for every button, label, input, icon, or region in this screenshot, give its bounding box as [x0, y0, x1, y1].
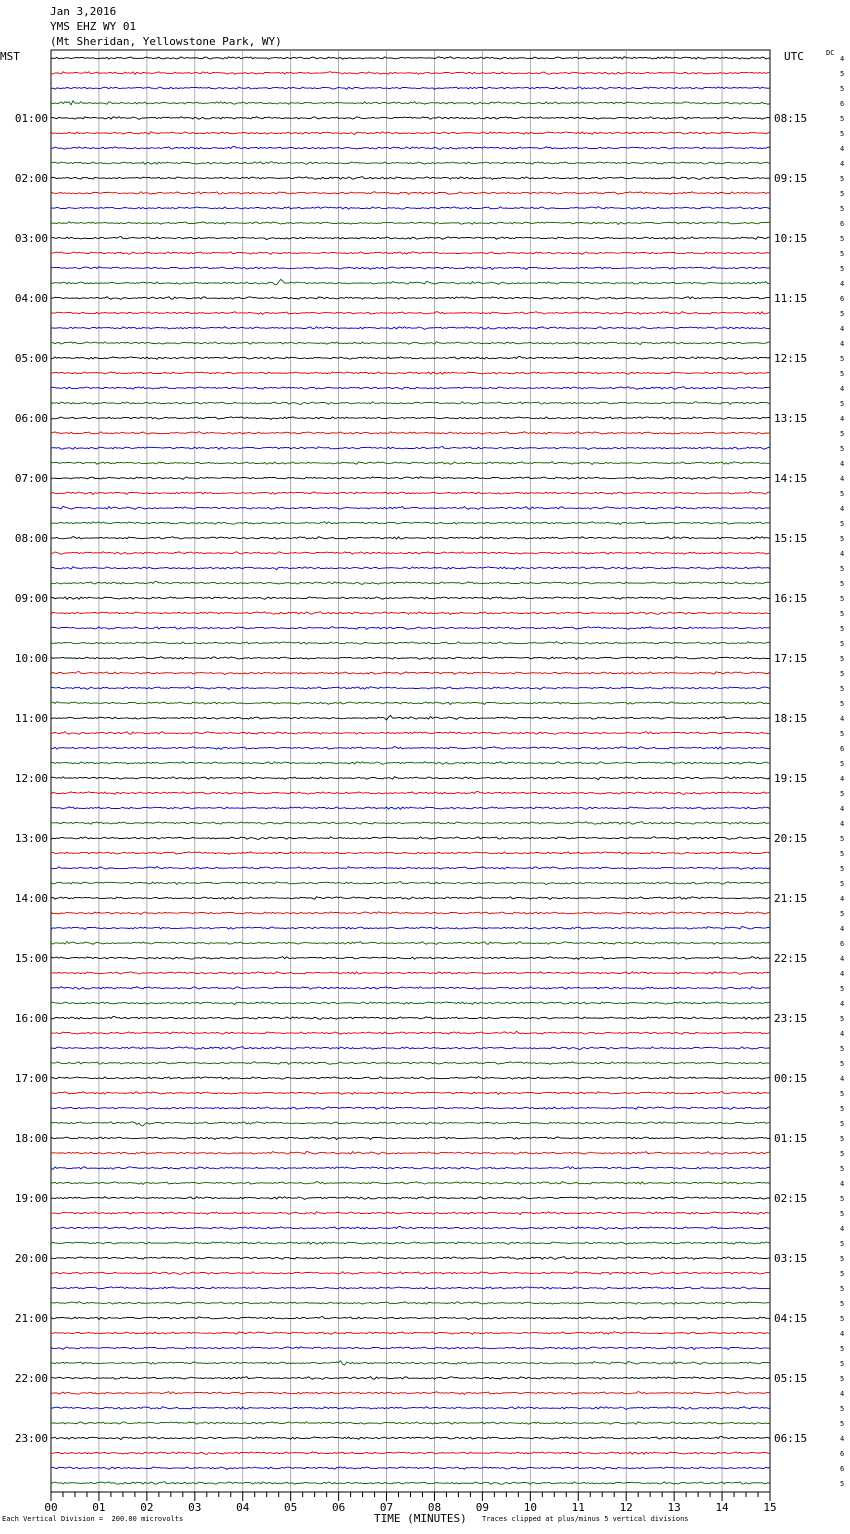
dc-offset-value: 5	[840, 640, 845, 648]
seismic-trace	[51, 297, 770, 300]
seismic-trace	[51, 762, 770, 765]
seismic-trace	[51, 837, 770, 840]
seismic-trace	[51, 867, 770, 870]
seismic-trace	[51, 1332, 770, 1335]
utc-hour-label: 18:15	[774, 712, 808, 725]
dc-offset-value: 4	[840, 970, 845, 978]
dc-offset-value: 4	[840, 955, 845, 963]
seismic-trace	[51, 612, 770, 615]
seismic-trace	[51, 1017, 770, 1020]
dc-offset-value: 4	[840, 460, 845, 468]
seismic-trace	[51, 57, 770, 60]
seismic-trace	[51, 972, 770, 975]
seismic-trace	[51, 267, 770, 270]
dc-offset-value: 5	[840, 610, 845, 618]
x-tick-label: 05	[284, 1501, 298, 1514]
seismic-trace	[51, 447, 770, 450]
dc-offset-value: 4	[840, 820, 845, 828]
dc-offset-value: 5	[840, 700, 845, 708]
seismic-trace	[51, 327, 770, 330]
mst-hour-label: 17:00	[14, 1072, 48, 1085]
dc-offset-value: 4	[840, 715, 845, 723]
x-tick-label: 01	[92, 1501, 106, 1514]
dc-offset-value: 5	[840, 115, 845, 123]
dc-offset-value: 5	[840, 580, 845, 588]
dc-offset-value: 6	[840, 940, 845, 948]
dc-offset-value: 4	[840, 55, 845, 63]
dc-offset-value: 5	[840, 565, 845, 573]
seismic-trace	[51, 357, 770, 360]
seismic-trace	[51, 1062, 770, 1065]
dc-offset-value: 5	[840, 835, 845, 843]
dc-offset-value: 6	[840, 100, 845, 108]
dc-offset-value: 5	[840, 250, 845, 258]
seismic-trace	[51, 627, 770, 630]
seismic-trace	[51, 372, 770, 375]
mst-hour-label: 11:00	[14, 712, 48, 725]
utc-hour-label: 14:15	[774, 472, 808, 485]
trace-group	[51, 57, 770, 1485]
dc-offset-value: 4	[840, 1225, 845, 1233]
dc-offset-value: 5	[840, 1285, 845, 1293]
seismic-trace	[51, 897, 770, 900]
seismic-trace	[51, 777, 770, 780]
dc-offset-value: 5	[840, 1105, 845, 1113]
seismic-trace	[51, 1167, 770, 1170]
dc-offset-value: 5	[840, 595, 845, 603]
dc-offset-value: 5	[840, 1300, 845, 1308]
seismic-trace	[51, 492, 770, 495]
dc-offset-value: 4	[840, 1075, 845, 1083]
dc-offset-value: 5	[840, 625, 845, 633]
seismic-trace	[51, 402, 770, 405]
x-tick-label: 15	[763, 1501, 777, 1514]
x-tick-label: 03	[188, 1501, 202, 1514]
mst-hour-label: 22:00	[14, 1372, 48, 1385]
seismic-trace	[51, 567, 770, 570]
seismic-trace	[51, 192, 770, 195]
seismic-trace	[51, 732, 770, 735]
dc-offset-value: 5	[840, 685, 845, 693]
dc-offset-value: 5	[840, 235, 845, 243]
seismic-trace	[51, 1347, 770, 1350]
mst-hour-label: 20:00	[14, 1252, 48, 1265]
seismic-trace	[51, 942, 770, 945]
dc-offset-value: 5	[840, 85, 845, 93]
utc-hour-label: 15:15	[774, 532, 808, 545]
dc-offset-value: 4	[840, 1180, 845, 1188]
seismic-trace	[51, 552, 770, 555]
x-tick-label: 00	[44, 1501, 58, 1514]
seismic-trace	[51, 1467, 770, 1470]
dc-offset-value: 5	[840, 1120, 845, 1128]
dc-offset-value: 5	[840, 1405, 845, 1413]
utc-hour-label: 17:15	[774, 652, 808, 665]
dc-offset-value: 5	[840, 1420, 845, 1428]
dc-offset-value: 5	[840, 1165, 845, 1173]
seismic-trace	[51, 87, 770, 89]
seismic-trace	[51, 207, 770, 210]
seismic-trace	[51, 1422, 770, 1425]
seismic-trace	[51, 462, 770, 465]
dc-offset-value: 5	[840, 1270, 845, 1278]
seismic-trace	[51, 1047, 770, 1050]
dc-offset-value: 5	[840, 1360, 845, 1368]
x-tick-label: 11	[571, 1501, 585, 1514]
scale-note: Each Vertical Division = 200.00 microvolts	[2, 1515, 184, 1523]
axis-labels	[15, 55, 844, 1514]
dc-offset-value: 5	[840, 190, 845, 198]
seismic-trace	[51, 1137, 770, 1140]
x-tick-label: 07	[379, 1501, 394, 1514]
seismic-trace	[51, 1302, 770, 1305]
seismic-trace	[51, 1122, 770, 1126]
dc-offset-value: 4	[840, 895, 845, 903]
seismic-trace	[51, 926, 770, 929]
seismic-trace	[51, 1257, 770, 1260]
seismic-trace	[51, 1272, 770, 1275]
dc-offset-value: 4	[840, 415, 845, 423]
utc-hour-label: 00:15	[774, 1072, 808, 1085]
seismic-trace	[51, 417, 770, 420]
mst-hour-label: 03:00	[14, 232, 48, 245]
seismic-trace	[51, 1287, 770, 1290]
mst-hour-label: 21:00	[14, 1312, 48, 1325]
mst-hour-label: 06:00	[14, 412, 48, 425]
seismic-trace	[51, 522, 770, 525]
dc-offset-value: 5	[840, 370, 845, 378]
seismic-trace	[51, 1452, 770, 1455]
dc-offset-value: 4	[840, 325, 845, 333]
mst-hour-label: 04:00	[14, 292, 48, 305]
dc-offset-value: 5	[840, 1480, 845, 1488]
seismic-trace	[51, 1212, 770, 1215]
seismic-trace	[51, 506, 770, 509]
x-tick-label: 14	[715, 1501, 729, 1514]
mst-hour-label: 18:00	[14, 1132, 48, 1145]
record-date: Jan 3,2016	[50, 5, 117, 18]
seismic-trace	[51, 597, 770, 600]
utc-hour-label: 05:15	[774, 1372, 808, 1385]
x-tick-label: 13	[667, 1501, 681, 1514]
dc-offset-value: 5	[840, 1345, 845, 1353]
dc-offset-value: 4	[840, 1390, 845, 1398]
seismic-trace	[51, 687, 770, 690]
utc-hour-label: 12:15	[774, 352, 808, 365]
seismic-trace	[51, 1361, 770, 1365]
dc-offset-value: 5	[840, 490, 845, 498]
seismic-trace	[51, 1151, 770, 1154]
dc-offset-value: 4	[840, 385, 845, 393]
seismic-trace	[51, 252, 770, 255]
seismic-trace	[51, 432, 770, 435]
dc-offset-value: 5	[840, 1195, 845, 1203]
dc-offset-value: 4	[840, 280, 845, 288]
dc-offset-value: 5	[840, 1315, 845, 1323]
utc-hour-label: 19:15	[774, 772, 808, 785]
dc-offset-value: 5	[840, 985, 845, 993]
dc-offset-value: 4	[840, 805, 845, 813]
seismic-trace	[51, 792, 770, 795]
seismic-trace	[51, 1197, 770, 1200]
mst-hour-label: 05:00	[14, 352, 48, 365]
dc-offset-value: 6	[840, 220, 845, 228]
mst-hour-label: 07:00	[14, 472, 48, 485]
right-timezone-label: UTC	[784, 50, 804, 63]
dc-offset-value: 5	[840, 355, 845, 363]
mst-hour-label: 15:00	[14, 952, 48, 965]
mst-hour-label: 16:00	[14, 1012, 48, 1025]
dc-offset-value: 5	[840, 400, 845, 408]
dc-offset-value: 5	[840, 730, 845, 738]
dc-offset-value: 5	[840, 520, 845, 528]
seismic-trace	[51, 912, 770, 915]
dc-offset-value: 5	[840, 430, 845, 438]
dc-offset-value: 5	[840, 760, 845, 768]
seismic-trace	[51, 582, 770, 585]
seismic-trace	[51, 342, 770, 345]
seismic-trace	[51, 852, 770, 855]
utc-hour-label: 20:15	[774, 832, 808, 845]
dc-offset-value: 4	[840, 475, 845, 483]
seismic-trace	[51, 117, 770, 120]
dc-offset-value: 4	[840, 550, 845, 558]
dc-offset-value: 6	[840, 1450, 845, 1458]
dc-offset-value: 4	[840, 340, 845, 348]
mst-hour-label: 14:00	[14, 892, 48, 905]
dc-offset-value: 4	[840, 1000, 845, 1008]
seismic-trace	[51, 237, 770, 240]
seismic-trace	[51, 987, 770, 990]
mst-hour-label: 19:00	[14, 1192, 48, 1205]
dc-offset-value: 5	[840, 850, 845, 858]
utc-hour-label: 11:15	[774, 292, 808, 305]
dc-offset-value: 4	[840, 1435, 845, 1443]
mst-hour-label: 23:00	[14, 1432, 48, 1445]
seismic-trace	[51, 702, 770, 705]
dc-offset-value: 5	[840, 655, 845, 663]
mst-hour-label: 01:00	[14, 112, 48, 125]
dc-offset-value: 5	[840, 1090, 845, 1098]
seismic-trace	[51, 132, 770, 135]
dc-offset-value: 4	[840, 1030, 845, 1038]
x-tick-label: 02	[140, 1501, 154, 1514]
plot-frame	[51, 50, 770, 1492]
utc-hour-label: 04:15	[774, 1312, 808, 1325]
seismic-trace	[51, 222, 770, 225]
dc-offset-value: 5	[840, 1015, 845, 1023]
seismic-trace	[51, 1031, 770, 1034]
seismic-trace	[51, 147, 770, 150]
dc-offset-value: 5	[840, 175, 845, 183]
seismic-trace	[51, 1482, 770, 1485]
seismic-trace	[51, 312, 770, 315]
dc-offset-value: 4	[840, 145, 845, 153]
seismic-trace	[51, 72, 770, 75]
seismic-trace	[51, 1092, 770, 1095]
left-timezone-label: MST	[0, 50, 20, 63]
dc-offset-value: 5	[840, 790, 845, 798]
dc-offset-value: 5	[840, 910, 845, 918]
clip-note: Traces clipped at plus/minus 5 vertical divisions	[482, 1515, 689, 1523]
dc-column-title: DC	[826, 49, 835, 57]
dc-offset-value: 5	[840, 1060, 845, 1068]
mst-hour-label: 02:00	[14, 172, 48, 185]
dc-offset-value: 4	[840, 775, 845, 783]
utc-hour-label: 22:15	[774, 952, 808, 965]
seismic-trace	[51, 177, 770, 180]
dc-offset-value: 5	[840, 535, 845, 543]
utc-hour-label: 06:15	[774, 1432, 808, 1445]
dc-offset-value: 5	[840, 130, 845, 138]
dc-offset-value: 5	[840, 1210, 845, 1218]
dc-offset-value: 5	[840, 1045, 845, 1053]
utc-hour-label: 16:15	[774, 592, 808, 605]
seismic-trace	[51, 807, 770, 810]
seismic-trace	[51, 882, 770, 885]
dc-offset-value: 5	[840, 205, 845, 213]
seismic-trace	[51, 1227, 770, 1230]
seismic-trace	[51, 101, 770, 105]
dc-offset-value: 4	[840, 160, 845, 168]
seismic-trace	[51, 672, 770, 675]
x-tick-label: 09	[475, 1501, 490, 1514]
utc-hour-label: 01:15	[774, 1132, 808, 1145]
dc-offset-value: 5	[840, 1240, 845, 1248]
utc-hour-label: 02:15	[774, 1192, 808, 1205]
dc-offset-value: 6	[840, 295, 845, 303]
seismic-trace	[51, 657, 770, 660]
seismic-trace	[51, 477, 770, 480]
dc-offset-value: 5	[840, 265, 845, 273]
dc-offset-value: 5	[840, 1150, 845, 1158]
dc-offset-value: 4	[840, 505, 845, 513]
seismic-trace	[51, 715, 770, 720]
dc-offset-value: 5	[840, 445, 845, 453]
utc-hour-label: 03:15	[774, 1252, 808, 1265]
seismic-trace	[51, 747, 770, 750]
dc-offset-value: 5	[840, 1255, 845, 1263]
mst-hour-label: 08:00	[14, 532, 48, 545]
x-axis-label: TIME (MINUTES)	[374, 1512, 467, 1525]
utc-hour-label: 21:15	[774, 892, 808, 905]
dc-offset-value: 5	[840, 1375, 845, 1383]
utc-hour-label: 10:15	[774, 232, 808, 245]
seismic-trace	[51, 279, 770, 284]
dc-offset-value: 6	[840, 745, 845, 753]
x-tick-label: 06	[331, 1501, 346, 1514]
mst-hour-label: 13:00	[14, 832, 48, 845]
utc-hour-label: 23:15	[774, 1012, 808, 1025]
seismic-trace	[51, 1107, 770, 1110]
seismic-trace	[51, 1317, 770, 1320]
utc-hour-label: 08:15	[774, 112, 808, 125]
dc-offset-value: 6	[840, 1465, 845, 1473]
dc-offset-value: 5	[840, 310, 845, 318]
station-code: YMS EHZ WY 01	[50, 20, 137, 33]
seismic-trace	[51, 1077, 770, 1080]
x-tick-label: 08	[427, 1501, 442, 1514]
seismic-trace	[51, 642, 770, 645]
x-tick-label: 04	[236, 1501, 250, 1514]
dc-offset-value: 4	[840, 1330, 845, 1338]
seismic-trace	[51, 1242, 770, 1245]
seismic-trace	[51, 822, 770, 825]
dc-offset-value: 5	[840, 1135, 845, 1143]
seismic-trace	[51, 1002, 770, 1005]
x-tick-label: 12	[619, 1501, 633, 1514]
dc-offset-value: 5	[840, 70, 845, 78]
seismic-trace	[51, 1437, 770, 1440]
dc-offset-value: 5	[840, 670, 845, 678]
station-location: (Mt Sheridan, Yellowstone Park, WY)	[50, 35, 282, 48]
seismic-trace	[51, 1392, 770, 1395]
mst-hour-label: 12:00	[14, 772, 48, 785]
mst-hour-label: 10:00	[14, 652, 48, 665]
x-tick-label: 10	[523, 1501, 537, 1514]
dc-offset-value: 5	[840, 865, 845, 873]
seismic-trace	[51, 1407, 770, 1410]
utc-hour-label: 13:15	[774, 412, 808, 425]
seismic-trace	[51, 957, 770, 960]
dc-offset-value: 4	[840, 925, 845, 933]
seismic-trace	[51, 1182, 770, 1185]
mst-hour-label: 09:00	[14, 592, 48, 605]
dc-offset-value: 5	[840, 880, 845, 888]
seismic-trace	[51, 387, 770, 390]
seismic-trace	[51, 537, 770, 540]
seismic-trace	[51, 1377, 770, 1380]
utc-hour-label: 09:15	[774, 172, 808, 185]
seismic-trace	[51, 162, 770, 165]
